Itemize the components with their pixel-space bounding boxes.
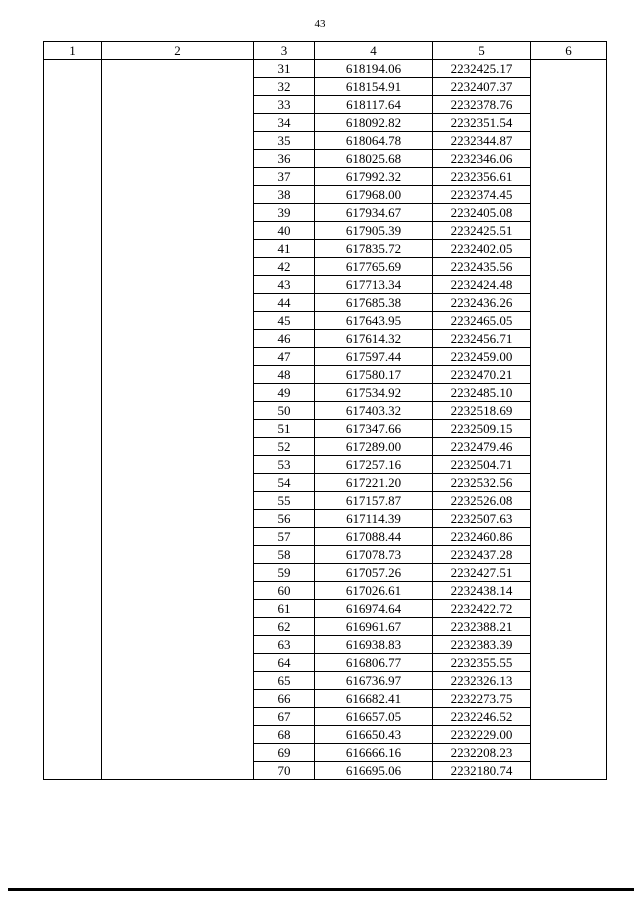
coordinate-x-cell: 617968.00 bbox=[315, 186, 433, 204]
coordinate-x-cell: 617685.38 bbox=[315, 294, 433, 312]
page-number: 43 bbox=[314, 18, 326, 30]
coordinate-y-cell: 2232405.08 bbox=[433, 204, 531, 222]
coordinate-x-cell: 617835.72 bbox=[315, 240, 433, 258]
point-number-cell: 34 bbox=[254, 114, 315, 132]
coordinate-x-cell: 617597.44 bbox=[315, 348, 433, 366]
column-header-6: 6 bbox=[531, 42, 607, 60]
coordinate-x-cell: 617157.87 bbox=[315, 492, 433, 510]
coordinate-y-cell: 2232422.72 bbox=[433, 600, 531, 618]
coordinate-x-cell: 616650.43 bbox=[315, 726, 433, 744]
coordinate-x-cell: 617713.34 bbox=[315, 276, 433, 294]
coordinate-y-cell: 2232355.55 bbox=[433, 654, 531, 672]
coordinate-y-cell: 2232427.51 bbox=[433, 564, 531, 582]
point-number-cell: 33 bbox=[254, 96, 315, 114]
point-number-cell: 62 bbox=[254, 618, 315, 636]
coordinate-y-cell: 2232402.05 bbox=[433, 240, 531, 258]
coordinate-y-cell: 2232507.63 bbox=[433, 510, 531, 528]
coordinate-y-cell: 2232425.51 bbox=[433, 222, 531, 240]
coordinate-y-cell: 2232438.14 bbox=[433, 582, 531, 600]
point-number-cell: 63 bbox=[254, 636, 315, 654]
coordinate-x-cell: 617992.32 bbox=[315, 168, 433, 186]
coordinate-x-cell: 617257.16 bbox=[315, 456, 433, 474]
coordinate-x-cell: 617643.95 bbox=[315, 312, 433, 330]
point-number-cell: 47 bbox=[254, 348, 315, 366]
point-number-cell: 45 bbox=[254, 312, 315, 330]
coordinate-x-cell: 617534.92 bbox=[315, 384, 433, 402]
point-number-cell: 31 bbox=[254, 60, 315, 78]
coordinate-x-cell: 616666.16 bbox=[315, 744, 433, 762]
point-number-cell: 58 bbox=[254, 546, 315, 564]
coordinate-x-cell: 616806.77 bbox=[315, 654, 433, 672]
point-number-cell: 50 bbox=[254, 402, 315, 420]
coordinate-x-cell: 617403.32 bbox=[315, 402, 433, 420]
point-number-cell: 57 bbox=[254, 528, 315, 546]
coordinate-y-cell: 2232456.71 bbox=[433, 330, 531, 348]
coordinate-y-cell: 2232485.10 bbox=[433, 384, 531, 402]
point-number-cell: 64 bbox=[254, 654, 315, 672]
table-body bbox=[44, 60, 607, 780]
page-bottom-rule bbox=[8, 888, 634, 891]
point-number-cell: 32 bbox=[254, 78, 315, 96]
coordinate-x-cell: 618194.06 bbox=[315, 60, 433, 78]
coordinate-x-cell: 617347.66 bbox=[315, 420, 433, 438]
coordinate-y-cell: 2232479.46 bbox=[433, 438, 531, 456]
point-number-cell: 59 bbox=[254, 564, 315, 582]
coordinate-y-cell: 2232356.61 bbox=[433, 168, 531, 186]
point-number-cell: 38 bbox=[254, 186, 315, 204]
coordinate-y-cell: 2232407.37 bbox=[433, 78, 531, 96]
column-header-2: 2 bbox=[102, 42, 254, 60]
coordinate-x-cell: 617026.61 bbox=[315, 582, 433, 600]
coordinate-y-cell: 2232326.13 bbox=[433, 672, 531, 690]
point-number-cell: 43 bbox=[254, 276, 315, 294]
coordinate-y-cell: 2232346.06 bbox=[433, 150, 531, 168]
coordinate-x-cell: 616974.64 bbox=[315, 600, 433, 618]
point-number-cell: 37 bbox=[254, 168, 315, 186]
coordinate-y-cell: 2232526.08 bbox=[433, 492, 531, 510]
column-header-3: 3 bbox=[254, 42, 315, 60]
coordinate-y-cell: 2232208.23 bbox=[433, 744, 531, 762]
coordinate-y-cell: 2232504.71 bbox=[433, 456, 531, 474]
coordinate-x-cell: 618117.64 bbox=[315, 96, 433, 114]
coordinate-y-cell: 2232425.17 bbox=[433, 60, 531, 78]
column-header-4: 4 bbox=[315, 42, 433, 60]
point-number-cell: 39 bbox=[254, 204, 315, 222]
coordinate-y-cell: 2232378.76 bbox=[433, 96, 531, 114]
coordinate-y-cell: 2232509.15 bbox=[433, 420, 531, 438]
coordinate-x-cell: 617221.20 bbox=[315, 474, 433, 492]
point-number-cell: 69 bbox=[254, 744, 315, 762]
coordinate-x-cell: 618154.91 bbox=[315, 78, 433, 96]
coordinate-x-cell: 616736.97 bbox=[315, 672, 433, 690]
coordinate-x-cell: 618064.78 bbox=[315, 132, 433, 150]
point-number-cell: 55 bbox=[254, 492, 315, 510]
point-number-cell: 56 bbox=[254, 510, 315, 528]
coordinate-y-cell: 2232344.87 bbox=[433, 132, 531, 150]
column-2-cell bbox=[102, 60, 254, 780]
coordinate-y-cell: 2232374.45 bbox=[433, 186, 531, 204]
point-number-cell: 53 bbox=[254, 456, 315, 474]
coordinate-y-cell: 2232436.26 bbox=[433, 294, 531, 312]
point-number-cell: 66 bbox=[254, 690, 315, 708]
point-number-cell: 60 bbox=[254, 582, 315, 600]
point-number-cell: 52 bbox=[254, 438, 315, 456]
coordinate-x-cell: 616657.05 bbox=[315, 708, 433, 726]
point-number-cell: 42 bbox=[254, 258, 315, 276]
column-header-1: 1 bbox=[44, 42, 102, 60]
coordinate-y-cell: 2232229.00 bbox=[433, 726, 531, 744]
coordinate-x-cell: 616682.41 bbox=[315, 690, 433, 708]
coordinate-x-cell: 617114.39 bbox=[315, 510, 433, 528]
coordinate-y-cell: 2232518.69 bbox=[433, 402, 531, 420]
coordinate-x-cell: 618025.68 bbox=[315, 150, 433, 168]
coordinate-x-cell: 616938.83 bbox=[315, 636, 433, 654]
table-row bbox=[44, 60, 607, 78]
point-number-cell: 51 bbox=[254, 420, 315, 438]
point-number-cell: 68 bbox=[254, 726, 315, 744]
coordinate-y-cell: 2232470.21 bbox=[433, 366, 531, 384]
coordinate-y-cell: 2232273.75 bbox=[433, 690, 531, 708]
coordinate-x-cell: 617905.39 bbox=[315, 222, 433, 240]
coordinate-x-cell: 617580.17 bbox=[315, 366, 433, 384]
coordinate-y-cell: 2232459.00 bbox=[433, 348, 531, 366]
table-header bbox=[44, 42, 607, 60]
coordinate-y-cell: 2232246.52 bbox=[433, 708, 531, 726]
coordinate-x-cell: 617078.73 bbox=[315, 546, 433, 564]
coordinate-y-cell: 2232465.05 bbox=[433, 312, 531, 330]
coordinate-y-cell: 2232383.39 bbox=[433, 636, 531, 654]
point-number-cell: 65 bbox=[254, 672, 315, 690]
point-number-cell: 48 bbox=[254, 366, 315, 384]
coordinate-x-cell: 617614.32 bbox=[315, 330, 433, 348]
coordinate-x-cell: 617765.69 bbox=[315, 258, 433, 276]
coordinate-x-cell: 616695.06 bbox=[315, 762, 433, 780]
point-number-cell: 46 bbox=[254, 330, 315, 348]
coordinate-x-cell: 617934.67 bbox=[315, 204, 433, 222]
coordinate-y-cell: 2232388.21 bbox=[433, 618, 531, 636]
point-number-cell: 40 bbox=[254, 222, 315, 240]
point-number-cell: 67 bbox=[254, 708, 315, 726]
coordinate-y-cell: 2232532.56 bbox=[433, 474, 531, 492]
coordinate-x-cell: 616961.67 bbox=[315, 618, 433, 636]
point-number-cell: 54 bbox=[254, 474, 315, 492]
point-number-cell: 61 bbox=[254, 600, 315, 618]
coordinate-y-cell: 2232437.28 bbox=[433, 546, 531, 564]
point-number-cell: 35 bbox=[254, 132, 315, 150]
coordinate-y-cell: 2232435.56 bbox=[433, 258, 531, 276]
column-1-cell bbox=[44, 60, 102, 780]
point-number-cell: 36 bbox=[254, 150, 315, 168]
point-number-cell: 49 bbox=[254, 384, 315, 402]
header-row bbox=[44, 42, 607, 60]
coordinate-y-cell: 2232351.54 bbox=[433, 114, 531, 132]
coordinate-x-cell: 618092.82 bbox=[315, 114, 433, 132]
point-number-cell: 44 bbox=[254, 294, 315, 312]
coordinate-y-cell: 2232424.48 bbox=[433, 276, 531, 294]
coordinate-x-cell: 617289.00 bbox=[315, 438, 433, 456]
coordinate-y-cell: 2232460.86 bbox=[433, 528, 531, 546]
column-header-5: 5 bbox=[433, 42, 531, 60]
coordinate-x-cell: 617057.26 bbox=[315, 564, 433, 582]
point-number-cell: 70 bbox=[254, 762, 315, 780]
point-number-cell: 41 bbox=[254, 240, 315, 258]
column-6-cell bbox=[531, 60, 607, 780]
coordinate-x-cell: 617088.44 bbox=[315, 528, 433, 546]
coordinates-table bbox=[43, 41, 607, 780]
coordinate-y-cell: 2232180.74 bbox=[433, 762, 531, 780]
